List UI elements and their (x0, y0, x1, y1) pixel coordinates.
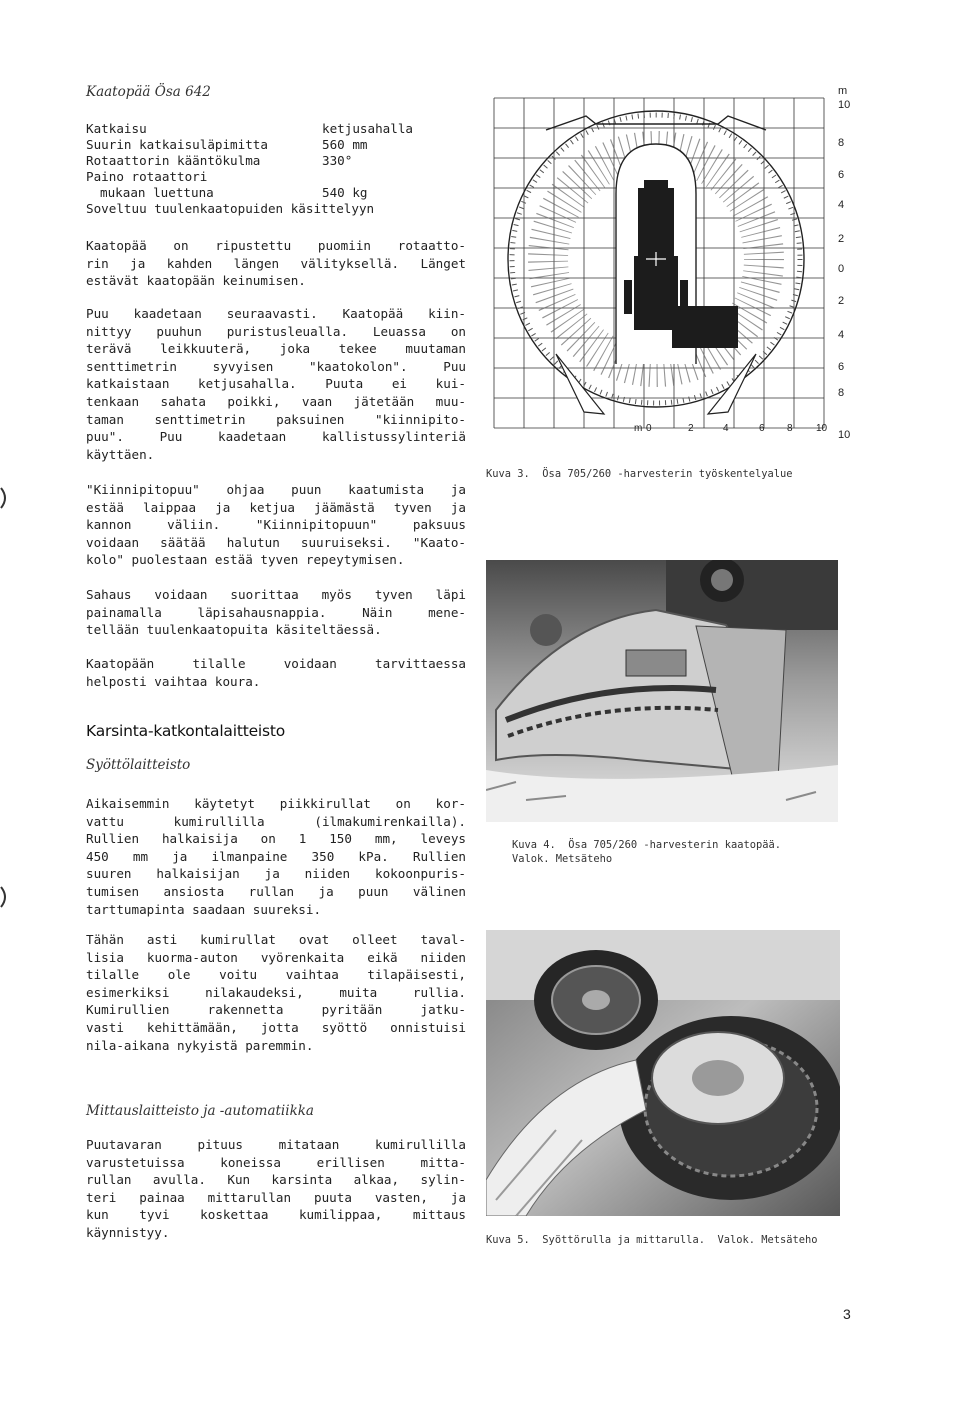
text-line: nittyy puuhun puristusleualla. Leuassa on (86, 323, 466, 339)
axis-tick-label: 10 (838, 99, 851, 111)
text-line: senttimetrin syvyisen "kaatokolon". Puu (86, 358, 466, 374)
spec-row (86, 185, 466, 201)
spec-value: 560 mm (322, 137, 368, 152)
figure-caption: Valok. Metsäteho (512, 853, 613, 865)
axis-tick-label: 0 (646, 423, 652, 434)
text-line: tumisen ansiosta rullan ja puun välinen (86, 883, 466, 899)
spec-list (86, 121, 466, 217)
text-line: kun tyvi koskettaa kumilippaa, mittaus (86, 1207, 466, 1223)
axis-tick-label: 8 (787, 423, 793, 434)
text-line: kolo" puolestaan estää tyven repeytymisen. (86, 552, 405, 568)
text-line: Aikaisemmin käytetyt piikkirullat on kor- (86, 796, 466, 811)
figure-caption: Kuva 3. Ösa 705/260 -harvesterin työskentelyalue (486, 468, 793, 480)
text-line: käynnistyy. (86, 1224, 170, 1240)
paragraph (86, 586, 466, 639)
text-line: kannon väliin. "Kiinnipitopuun" paksuus (86, 517, 466, 533)
text-line: vasti kehittämään, jotta syöttö onnistuisi (86, 1019, 466, 1035)
axis-tick-label: 2 (838, 295, 845, 307)
axis-tick-label: 6 (838, 169, 845, 181)
text-line: esimerkiksi nilakaudeksi, muita rullia. (86, 984, 466, 1000)
text-line: Rullien halkaisija on 1 150 mm, leveys (86, 831, 466, 847)
text-line: tellään tuulenkaatopuita käsiteltäessä. (86, 622, 382, 638)
harvester-head-photo (486, 560, 838, 822)
axis-tick-label: 8 (838, 137, 845, 149)
spec-key: Soveltuu tuulenkaatopuiden käsittelyyn (86, 201, 375, 216)
axis-tick-label: 4 (723, 423, 729, 434)
spec-row (86, 201, 466, 217)
text-line: Sahaus voidaan suorittaa myös tyven läpi (86, 587, 466, 602)
axis-unit: m (838, 85, 848, 97)
text-line: Puu kaadetaan seuraavasti. Kaatopää kiin- (86, 306, 466, 321)
text-line: terävä leikkuuterä, joka tekee muutaman (86, 341, 466, 357)
page-number: 3 (843, 1306, 851, 1322)
machine-cab (638, 188, 674, 258)
figure-caption: Kuva 4. Ösa 705/260 -harvesterin kaatopää. (512, 839, 781, 851)
text-line: Kaatopää on ripustettu puomiin rotaatto- (86, 238, 466, 253)
paragraph (86, 795, 466, 918)
page-header-title: Kaatopää Ösa 642 (86, 84, 211, 100)
text-line: nila-aikana nykyistä paremmin. (86, 1037, 314, 1053)
subsection-heading: Syöttölaitteisto (86, 757, 191, 773)
text-line: lisia kuorma-auton vyörenkaita eikä niiden (86, 949, 466, 965)
text-line: helposti vaihtaa koura. (86, 673, 261, 689)
text-line: tarttumapinta saadaan suureksi. (86, 901, 322, 917)
spec-key: Katkaisu (86, 121, 147, 136)
axis-tick-label: 10 (816, 423, 828, 434)
text-line: 450 mm ja ilmanpaine 350 kPa. Rullien (86, 848, 466, 864)
axis-tick-label: 2 (838, 233, 845, 245)
axis-unit: m (634, 423, 643, 434)
subsection-heading: Mittauslaitteisto ja -automatiikka (86, 1103, 314, 1119)
binding-mark (0, 886, 10, 908)
text-line: suuren halkaisijan ja niiden kokoonpuris- (86, 866, 466, 882)
spec-key: Suurin katkaisuläpimitta (86, 137, 268, 152)
machine-wheel (680, 280, 688, 314)
spec-row (86, 153, 466, 169)
text-line: rin ja kahden längen välityksellä. Länget (86, 255, 466, 271)
working-area-svg (486, 84, 886, 464)
text-line: "Kiinnipitopuu" ohjaa puun kaatumista ja (86, 482, 466, 497)
axis-tick-label: 6 (838, 361, 845, 373)
text-line: estää laippaa ja ketjua jäämästä tyven ja (86, 499, 466, 515)
text-line: estävät kaatopään keinumisen. (86, 273, 306, 289)
working-area-diagram (486, 84, 886, 464)
text-line: Kaatopään tilalle voidaan tarvittaessa (86, 656, 466, 671)
axis-tick-label: 4 (838, 199, 845, 211)
text-line: käyttäen. (86, 446, 155, 462)
binding-mark (0, 487, 10, 509)
paragraph (86, 655, 466, 690)
axis-tick-label: 4 (838, 329, 845, 341)
text-line: tilalle ole voitu vaihtaa tilapäisesti, (86, 967, 466, 983)
section-heading: Karsinta-katkontalaitteisto (86, 722, 286, 740)
spec-value: 330° (322, 153, 353, 168)
machine-cab (644, 180, 668, 190)
spec-key: Rotaattorin kääntökulma (86, 153, 261, 168)
paragraph (86, 481, 466, 569)
blind-sector (556, 354, 604, 414)
text-line: teri painaa mittarullan puuta vasten, ja (86, 1189, 466, 1205)
text-line: tenkaan sahata poikki, vaan jätetään muu- (86, 393, 466, 409)
spec-row (86, 121, 466, 137)
paragraph (86, 305, 466, 463)
text-line: Kumirullien rakennetta pyritään jatku- (86, 1002, 466, 1018)
axis-tick-label: 6 (759, 423, 765, 434)
text-line: voidaan säätää halutun suuruiseksi. "Kaato- (86, 534, 466, 550)
spec-key: mukaan luettuna (100, 185, 214, 200)
axis-tick-label: 10 (838, 429, 851, 441)
figure-caption: Kuva 5. Syöttörulla ja mittarulla. Valok. Metsäteho (486, 1234, 818, 1246)
machine-body (634, 256, 678, 330)
text-line: rullan avulla. Kun karsinta alkaa, sylin- (86, 1172, 466, 1188)
paragraph (86, 1136, 466, 1242)
text-line: Puutavaran pituus mitataan kumirullilla (86, 1137, 466, 1152)
blind-sector (708, 354, 756, 414)
spec-value: ketjusahalla (322, 121, 413, 136)
spec-row (86, 137, 466, 153)
axis-tick-label: 8 (838, 387, 845, 399)
text-line: Tähän asti kumirullat ovat olleet taval- (86, 932, 466, 947)
axis-tick-label: 2 (688, 423, 694, 434)
axis-tick-label: 0 (838, 263, 845, 275)
text-line: puu". Puu kaadetaan kallistussylinteriä (86, 429, 466, 445)
text-line: painamalla läpisahausnappia. Näin mene- (86, 604, 466, 620)
paragraph (86, 237, 466, 290)
paragraph (86, 931, 466, 1054)
text-line: taman senttimetrin paksuinen "kiinnipito- (86, 411, 466, 427)
feed-roller-photo (486, 930, 840, 1216)
text-line: katkaistaan ketjusahalla. Puuta ei kui- (86, 376, 466, 392)
text-line: vattu kumirullilla (ilmakumirenkailla). (86, 813, 466, 829)
spec-row (86, 169, 466, 185)
spec-value: 540 kg (322, 185, 368, 200)
machine-wheel (624, 280, 632, 314)
text-line: varustetuissa koneissa erillisen mitta- (86, 1154, 466, 1170)
spec-key: Paino rotaattori (86, 169, 208, 184)
